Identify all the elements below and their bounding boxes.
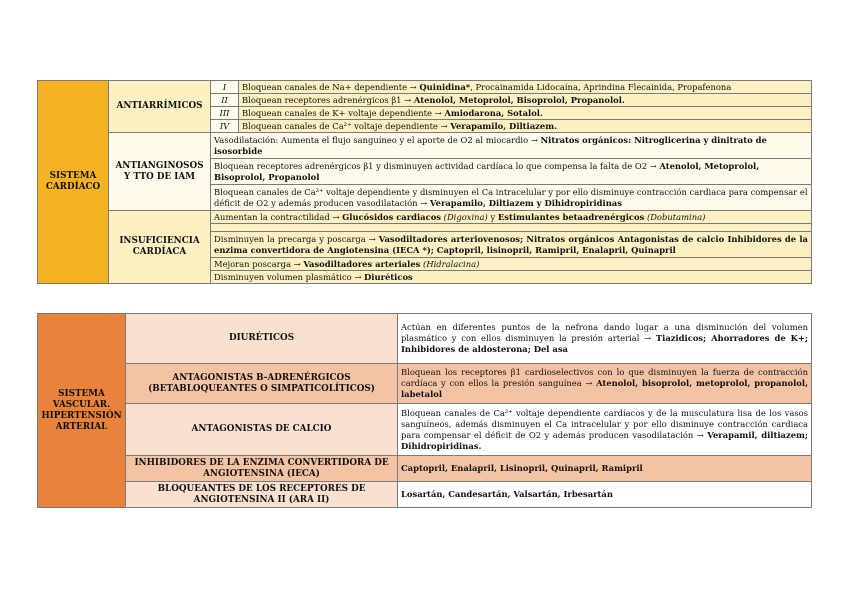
antianginoso-row: Bloquean receptores adrenérgicos β1 y disminuyen actividad cardíaca lo que compensa la falta de O2 → Atenolol, Metoprolol, Bisoprolol, Propanolol [211,159,812,185]
vascular-table [37,313,812,508]
insuficiencia-label: INSUFICIENCIA CARDÍACA [109,211,211,284]
antiarritmico-row: Bloquean canales de K+ voltaje dependiente → Amiodarona, Sotalol. [239,107,812,120]
cardiac-table [37,80,812,284]
betabloqueantes-desc: Bloquean los receptores β1 cardioselectivos con lo que disminuyen la fuerza de contracción cardíaca y con ellos la presión sanguínea → Atenolol, bisoprolol, metoprolol, propanolol, labetalol [398,364,812,404]
ieca-desc: Captopril, Enalapril, Lisinopril, Quinapril, Ramipril [398,456,812,482]
roman-class: II [211,94,239,107]
insuficiencia-row: Disminuyen volumen plasmático → Diuréticos [211,271,812,284]
ara-desc: Losartán, Candesartán, Valsartán, Irbesartán [398,482,812,508]
insuficiencia-row: Disminuyen la precarga y poscarga → Vasodiltadores arteriovenosos; Nitratos orgánicos Antagonistas de calcio Inhibidores de la enzima convertidora de Angiotensina (IECA *); Captopril, lisinopril, Ramipril, Enalapril, Quinapril [211,232,812,258]
cardiac-system-label: SISTEMA CARDÍACO [38,81,109,284]
antiarritmico-row: Bloquean canales de Na+ dependiente → Quinidina*, Procainamida Lidocaína, Aprindina Flecainida, Propafenona [239,81,812,94]
insuficiencia-row: Mejoran poscarga → Vasodiltadores arteriales (Hidralacina) [211,258,812,271]
antiarritmico-row: Bloquean canales de Ca²⁺ voltaje dependiente → Verapamilo, Diltiazem. [239,120,812,133]
roman-class: IV [211,120,239,133]
insuficiencia-spacer [211,224,812,232]
antianginosos-label: ANTIANGINOSOS Y TTO DE IAM [109,133,211,211]
insuficiencia-row: Aumentan la contractilidad → Glucósidos cardiacos (Digoxina) y Estimulantes betaadrenérgicos (Dobutamina) [211,211,812,224]
betabloqueantes-label: ANTAGONISTAS B-ADRENÉRGICOS (BETABLOQUEANTES O SIMPATICOLÍTICOS) [126,364,398,404]
antianginoso-row: Vasodilatación: Aumenta el flujo sanguíneo y el aporte de O2 al miocardio → Nitratos orgánicos: Nitroglicerina y dinitrato de isosorbide [211,133,812,159]
antiarritmicos-label: ANTIARRÍMICOS [109,81,211,133]
ieca-label: INHIBIDORES DE LA ENZIMA CONVERTIDORA DE ANGIOTENSINA (IECA) [126,456,398,482]
calcio-label: ANTAGONISTAS DE CALCIO [126,404,398,456]
antiarritmico-row: Bloquean receptores adrenérgicos β1 → Atenolol, Metoprolol, Bisoprolol, Propanolol. [239,94,812,107]
vascular-system-label: SISTEMA VASCULAR. HIPERTENSIÓN ARTERIAL [38,314,126,508]
roman-class: I [211,81,239,94]
diureticos-desc: Actúan en diferentes puntos de la nefrona dando lugar a una disminución del volumen plasmático y con ellos disminuyen la presión arterial → Tiazidicos; Ahorradores de K+; Inhibidores de aldosterona; Del asa [398,314,812,364]
ara-label: BLOQUEANTES DE LOS RECEPTORES DE ANGIOTENSINA II (ARA II) [126,482,398,508]
roman-class: III [211,107,239,120]
antianginoso-row: Bloquean canales de Ca²⁺ voltaje dependiente y disminuyen el Ca intracelular y por ello disminuye contracción cardiaca para compensar el déficit de O2 y además producen vasodilatación → Verapamilo, Diltiazem y Dihidropiridinas [211,185,812,211]
calcio-desc: Bloquean canales de Ca²⁺ voltaje dependiente cardíacos y de la musculatura lisa de los vasos sanguíneos, además disminuyen el Ca intracelular y por ello disminuye contracción cardiaca para compensar el déficit de O2 y además producen vasodilatación → Verapamil, diltiazem; Dihidropiridinas. [398,404,812,456]
diureticos-label: DIURÉTICOS [126,314,398,364]
